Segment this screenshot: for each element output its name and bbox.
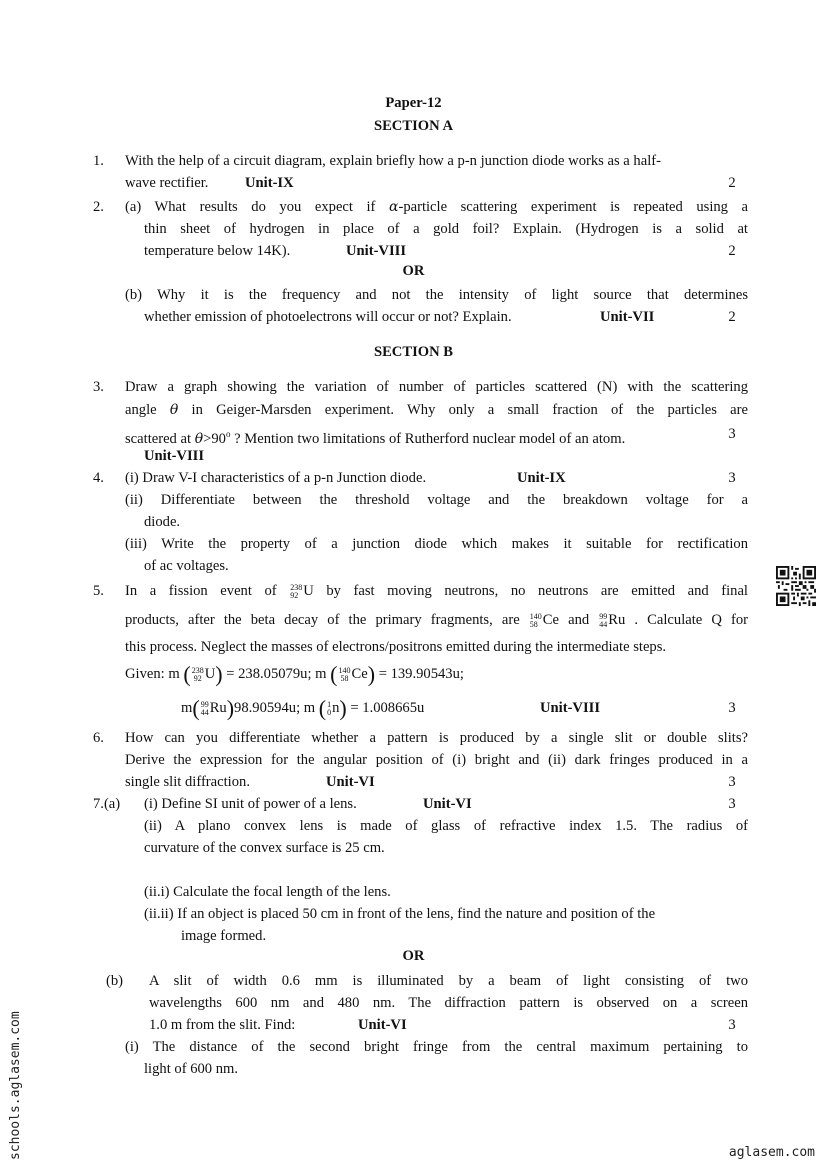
q6-line1: How can you differentiate whether a pattern is produced by a single slit or double slits?: [125, 730, 748, 746]
q3-line3-text-b: >90: [203, 430, 226, 447]
q5-cerium-value: = 139.90543u;: [378, 666, 464, 682]
q5-unit: Unit-VIII: [540, 700, 601, 716]
theta-symbol: θ: [169, 402, 179, 418]
section-b-heading: SECTION B: [373, 344, 454, 360]
q7b-part-i-line1: (i) The distance of the second bright fringe from the central maximum pertaining to: [125, 1039, 748, 1055]
q5-line2-text-b: Ce and: [542, 612, 590, 628]
q2a-line2: thin sheet of hydrogen in place of a gold foil? Explain. (Hydrogen is a solid at: [144, 221, 748, 237]
q7a-part-ii-ii-line1: (ii.ii) If an object is placed 50 cm in front of the lens, find the nature and position of the: [144, 906, 656, 922]
cerium-notation: [530, 613, 542, 629]
q2a-line3: temperature below 14K).: [144, 243, 291, 259]
q4-number: 4.: [93, 470, 104, 486]
q3-line2-text-a: angle: [125, 402, 157, 418]
paren-close-icon: ): [215, 661, 223, 687]
q7a-part-i: (i) Define SI unit of power of a lens.: [144, 796, 357, 812]
q5-line1: [125, 581, 748, 601]
alpha-symbol: α: [388, 199, 399, 215]
q2-number: 2.: [93, 199, 104, 215]
q5-given-line1: [125, 661, 464, 687]
q5-line2: [125, 610, 748, 630]
q4-part-iii-line2: of ac voltages.: [144, 558, 229, 574]
side-watermark: schools.aglasem.com: [8, 1011, 23, 1160]
q5-line1-text-a: In a fission event of: [125, 583, 277, 599]
or-divider-2: OR: [402, 948, 425, 964]
q6-line2: Derive the expression for the angular position of (i) bright and (ii) dark fringes produced in a: [125, 752, 748, 768]
given-ruthenium-mass: 99: [200, 699, 209, 709]
q4-marks: 3: [728, 470, 736, 486]
paren-open-icon-3: (: [192, 695, 200, 721]
q1-marks: 2: [728, 175, 736, 191]
neutron-symbol: n: [332, 700, 340, 716]
cerium-symbol: Ce: [351, 666, 368, 682]
given-uranium-notation: [192, 667, 204, 683]
neutron-mass: 1: [327, 699, 332, 709]
q2b-marks: 2: [728, 309, 736, 325]
ruthenium-symbol: Ru: [209, 700, 227, 716]
qr-code-icon: [776, 566, 816, 606]
paper-title: Paper-12: [385, 95, 442, 111]
q5-line3: this process. Neglect the masses of electrons/positrons emitted during the intermediate steps.: [125, 639, 667, 655]
q7-number: 7.(a): [93, 796, 121, 812]
q2a-line1-text-b: -particle scattering experiment is repeated using a: [398, 199, 748, 215]
q7a-part-ii-ii-line2: image formed.: [181, 928, 267, 944]
q5-line1-text-b: U by fast moving neutrons, no neutrons are emitted and final: [303, 583, 748, 599]
paren-open-icon: (: [183, 661, 191, 687]
q7b-line3: 1.0 m from the slit. Find:: [149, 1017, 296, 1033]
q2b-line1: (b) Why it is the frequency and not the intensity of light source that determines: [125, 287, 748, 303]
q6-unit: Unit-VI: [326, 774, 375, 790]
q7a-part-ii-i: (ii.i) Calculate the focal length of the lens.: [144, 884, 391, 900]
q2a-line1-text: (a) What results do you expect if: [125, 199, 376, 215]
q7a-marks: 3: [728, 796, 736, 812]
q5-line2-text-a: products, after the beta decay of the primary fragments, are: [125, 612, 520, 628]
paren-open-icon-2: (: [330, 661, 338, 687]
q3-line3-text-a: scattered at: [125, 430, 192, 447]
q7b-label: (b): [106, 973, 124, 989]
paren-open-icon-4: (: [318, 695, 327, 721]
q5-ruthenium-value: 98.90594u; m: [234, 700, 316, 716]
or-divider-1: OR: [402, 263, 425, 279]
q3-line2: [125, 400, 748, 420]
q5-line2-text-c: Ru . Calculate Q for: [608, 612, 749, 628]
q7b-line2: wavelengths 600 nm and 480 nm. The diffraction pattern is observed on a screen: [149, 995, 748, 1011]
ruthenium-notation: [599, 613, 607, 629]
q3-line1: Draw a graph showing the variation of number of particles scattered (N) with the scattering: [125, 379, 748, 395]
uranium-atomic-number: 92: [290, 590, 299, 600]
q4-part-i: (i) Draw V-I characteristics of a p-n Junction diode.: [125, 470, 427, 486]
q4-unit: Unit-IX: [517, 470, 566, 486]
q5-m-label: m: [181, 700, 193, 716]
paren-close-icon-3: ): [226, 695, 235, 721]
given-ruthenium-atomic: 44: [200, 707, 209, 717]
q6-number: 6.: [93, 730, 104, 746]
q7b-unit: Unit-VI: [358, 1017, 407, 1033]
q5-marks: 3: [728, 700, 736, 716]
q7b-marks: 3: [728, 1017, 736, 1033]
paren-close-icon-2: ): [367, 661, 376, 687]
q7a-part-ii-line2: curvature of the convex surface is 25 cm.: [144, 840, 385, 856]
q3-line2-text-b: in Geiger-Marsden experiment. Why only a small fraction of the particles are: [191, 402, 748, 418]
q4-part-ii-line2: diode.: [144, 514, 181, 530]
degree-mark: o: [225, 429, 231, 439]
q2b-unit: Unit-VII: [600, 309, 655, 325]
q2a-line1: [125, 197, 748, 217]
footer-watermark: aglasem.com: [728, 1145, 815, 1160]
q7b-part-i-line2: light of 600 nm.: [144, 1061, 239, 1077]
q7a-part-ii-line1: (ii) A plano convex lens is made of glass of refractive index 1.5. The radius of: [144, 818, 748, 834]
theta-symbol-2: θ: [194, 430, 204, 447]
q2a-marks: 2: [728, 243, 736, 259]
q6-marks: 3: [728, 774, 736, 790]
q3-line3-text-c: ? Mention two limitations of Rutherford nuclear model of an atom.: [234, 430, 626, 447]
q7a-unit: Unit-VI: [423, 796, 472, 812]
q3-marks: 3: [728, 426, 736, 442]
q1-unit: Unit-IX: [245, 175, 294, 191]
ruthenium-atomic-number: 44: [599, 619, 608, 629]
uranium-symbol: U: [204, 666, 216, 682]
q3-unit: Unit-VIII: [144, 448, 205, 464]
given-cerium-mass: 140: [338, 665, 351, 675]
q2b-line2: whether emission of photoelectrons will occur or not? Explain.: [144, 309, 512, 325]
q5-number: 5.: [93, 583, 104, 599]
q3-number: 3.: [93, 379, 104, 395]
neutron-atomic: 0: [327, 707, 332, 717]
q1-line2: wave rectifier.: [125, 175, 209, 191]
q4-part-iii-line1: (iii) Write the property of a junction diode which makes it suitable for rectification: [125, 536, 748, 552]
cerium-atomic-number: 58: [529, 619, 538, 629]
given-uranium-mass: 238: [191, 665, 204, 675]
given-ruthenium-notation: [201, 701, 209, 717]
q1-number: 1.: [93, 153, 104, 169]
neutron-notation: [327, 701, 331, 717]
q2a-unit: Unit-VIII: [346, 243, 407, 259]
paren-close-icon-4: ): [339, 695, 347, 721]
given-uranium-atomic: 92: [193, 673, 202, 683]
given-cerium-atomic: 58: [340, 673, 349, 683]
q7b-line1: A slit of width 0.6 mm is illuminated by a beam of light consisting of two: [149, 973, 748, 989]
q5-given-label: Given: m: [125, 666, 180, 682]
q1-line1: With the help of a circuit diagram, explain briefly how a p-n junction diode works as a half-: [125, 153, 661, 169]
q5-given-line2: [181, 695, 425, 721]
q6-line3: single slit diffraction.: [125, 774, 250, 790]
section-a-heading: SECTION A: [373, 118, 454, 134]
cerium-mass-number: 140: [529, 611, 542, 621]
uranium-notation: [290, 584, 302, 600]
ruthenium-mass-number: 99: [599, 611, 608, 621]
uranium-mass-number: 238: [290, 582, 303, 592]
q5-uranium-value: = 238.05079u; m: [226, 666, 327, 682]
q4-part-ii-line1: (ii) Differentiate between the threshold voltage and the breakdown voltage for a: [125, 492, 748, 508]
q5-neutron-value: = 1.008665u: [350, 700, 425, 716]
given-cerium-notation: [339, 667, 351, 683]
